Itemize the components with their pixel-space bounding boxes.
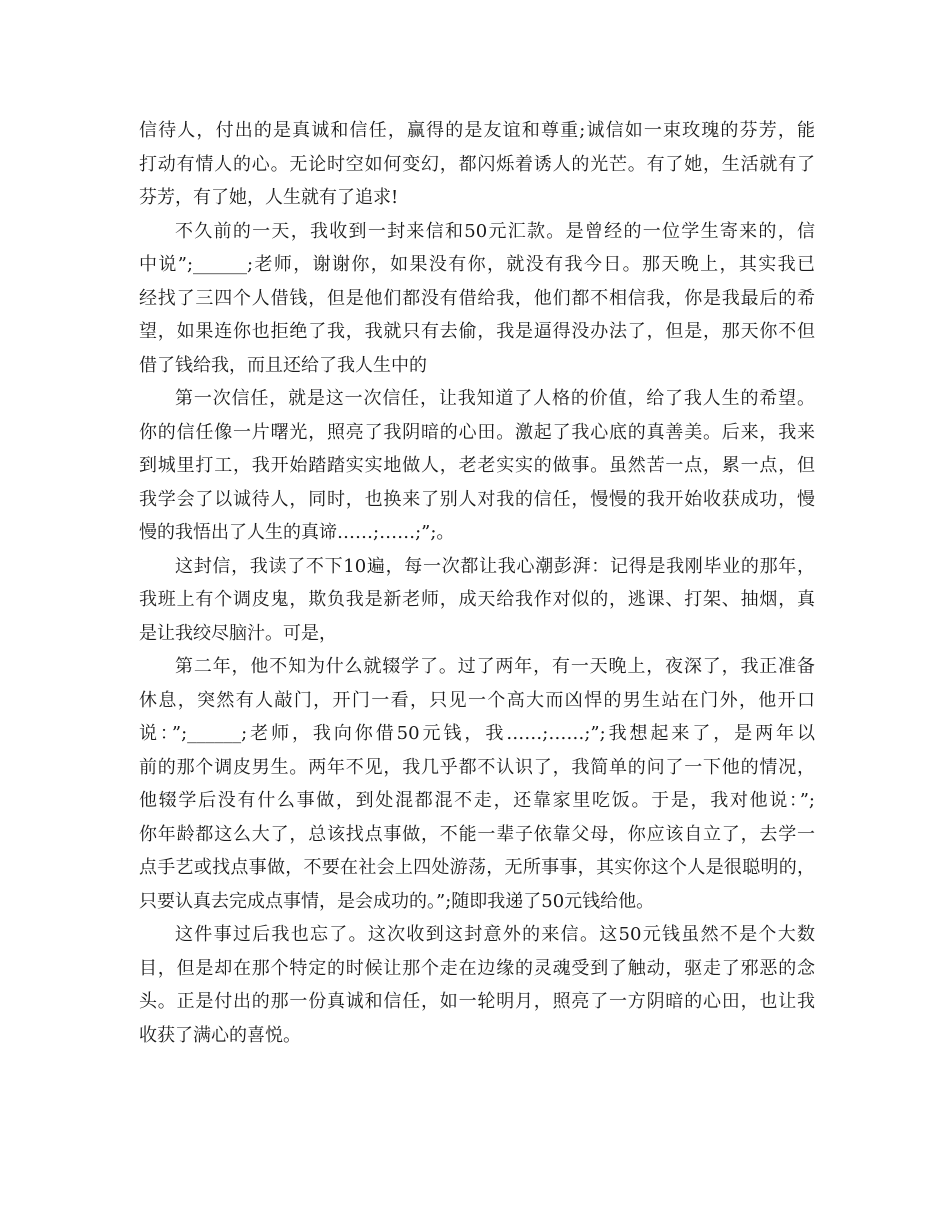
text-line: 不久前的一天，我收到一封来信和50元汇款。是曾经的一位学生寄来的，信 <box>175 220 815 242</box>
text-line: 你年龄都这么大了，总该找点事做，不能一辈子依靠父母，你应该自立了，去学一 <box>139 823 815 845</box>
text-line: 收获了满心的喜悦。 <box>139 1024 301 1046</box>
text-line: 借了钱给我，而且还给了我人生中的 <box>139 354 427 376</box>
text-line: 经找了三四个人借钱，但是他们都没有借给我，他们都不相信我，你是我最后的希 <box>139 287 815 309</box>
text-line: 头。正是付出的那一份真诚和信任，如一轮明月，照亮了一方阴暗的心田，也让我 <box>139 991 815 1012</box>
text-line: 慢的我悟出了人生的真谛……;……;”;。 <box>139 522 455 543</box>
text-line: 是让我绞尽脑汁。可是， <box>139 622 337 644</box>
text-line: 这件事过后我也忘了。这次收到这封意外的来信。这50元钱虽然不是个大数 <box>175 924 815 945</box>
text-line: 我班上有个调皮鬼，欺负我是新老师，成天给我作对似的，逃课、打架、抽烟，真 <box>139 589 815 610</box>
text-line: 说：”;______;老师，我向你借50元钱，我……;……;”;我想起来了，是两年以 <box>139 723 815 744</box>
text-line: 芬芳，有了她，人生就有了追求! <box>139 187 399 208</box>
text-line: 他辍学后没有什么事做，到处混都混不走，还靠家里吃饭。于是，我对他说：”; <box>139 790 815 811</box>
text-line: 望，如果连你也拒绝了我，我就只有去偷，我是逼得没办法了，但是，那天你不但 <box>139 321 815 342</box>
text-line: 打动有情人的心。无论时空如何变幻，都闪烁着诱人的光芒。有了她，生活就有了 <box>139 153 815 175</box>
text-line: 点手艺或找点事做，不要在社会上四处游荡，无所事事，其实你这个人是很聪明的， <box>139 857 815 878</box>
text-line: 我学会了以诚待人，同时，也换来了别人对我的信任，慢慢的我开始收获成功，慢 <box>139 488 815 510</box>
text-line: 第二年，他不知为什么就辍学了。过了两年，有一天晚上，夜深了，我正准备 <box>175 656 815 677</box>
text-line: 中说”;______;老师，谢谢你，如果没有你，就没有我今日。那天晚上，其实我已 <box>139 254 815 275</box>
text-line: 前的那个调皮男生。两年不见，我几乎都不认识了，我简单的问了一下他的情况， <box>139 756 815 778</box>
text-line: 只要认真去完成点事情，是会成功的。”;随即我递了50元钱给他。 <box>139 890 655 912</box>
text-line: 信待人，付出的是真诚和信任，赢得的是友谊和尊重;诚信如一束玫瑰的芬芳，能 <box>139 120 815 141</box>
text-line: 第一次信任，就是这一次信任，让我知道了人格的价值，给了我人生的希望。 <box>175 388 815 409</box>
text-line: 你的信任像一片曙光，照亮了我阴暗的心田。激起了我心底的真善美。后来，我来 <box>139 421 815 443</box>
text-line: 休息，突然有人敲门，开门一看，只见一个高大而凶悍的男生站在门外，他开口 <box>139 689 815 711</box>
text-line: 这封信，我读了不下10遍，每一次都让我心潮彭湃：记得是我刚毕业的那年， <box>175 555 815 577</box>
document-body <box>139 114 815 1052</box>
text-line: 到城里打工，我开始踏踏实实地做人，老老实实的做事。虽然苦一点，累一点，但 <box>139 455 815 476</box>
text-line: 目，但是却在那个特定的时候让那个走在边缘的灵魂受到了触动，驱走了邪恶的念 <box>139 957 815 979</box>
